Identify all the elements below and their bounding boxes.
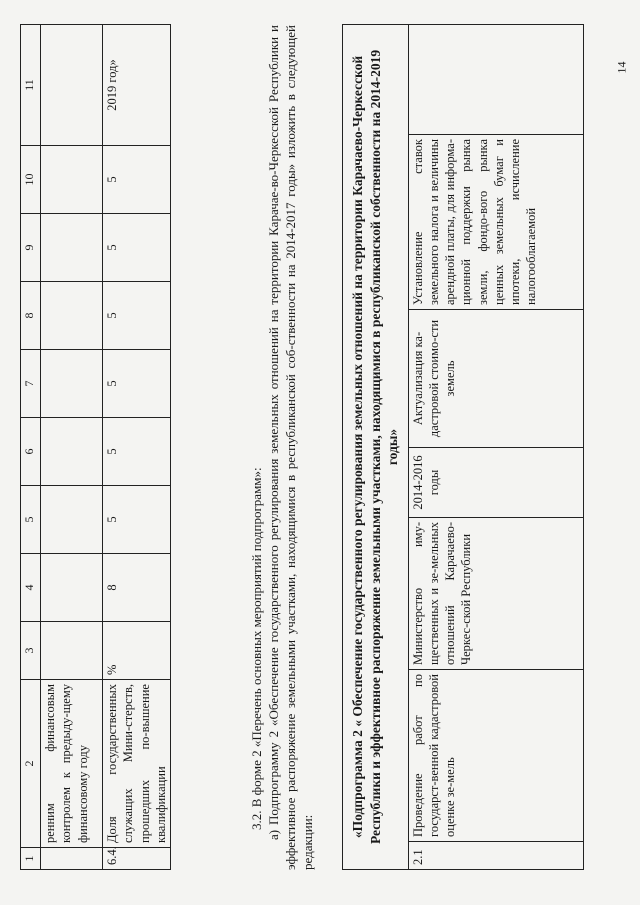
paragraph: а) Подпрограмму 2 «Обеспечение государственного регулирования земельных отношений на территории Карачае-во-Черкесской Республики и эффективное распоряжение земельными участками, находящимися в республиканской соб-ственности на 2014-2017 годы» изложить в следующей редакции: [266, 25, 316, 870]
paragraph: 3.2. В форме 2 «Перечень основных мероприятий подпрограмм»: [249, 467, 264, 830]
header-cell: 2 [21, 680, 41, 848]
result-cell: Актуализация ка-дастровой стоимо-сти земель [408, 310, 583, 448]
value-cell: 8 [103, 554, 171, 622]
value-cell: 5 [103, 146, 171, 214]
note-cell: Установление ставок земельного налога и величины арендной платы, для информа-ционной поддержки рынка земли, фондо-вого рынка ценных земельных бумаг и ипотеки, исчисление налогооблагаемой [408, 135, 583, 310]
header-cell: 6 [21, 418, 41, 486]
header-cell: 11 [21, 25, 41, 146]
header-cell: 5 [21, 486, 41, 554]
continuation-text: ренним финансовым контролем к предыду-щему финансовому году [41, 680, 103, 848]
value-cell: 5 [103, 486, 171, 554]
table-row [103, 25, 171, 870]
header-cell: 4 [21, 554, 41, 622]
page-number: 14 [614, 61, 629, 74]
activity-cell: Проведение работ по государст-венной кадастровой оценке зе-мель [408, 670, 583, 842]
header-cell: 3 [21, 622, 41, 680]
value-cell: 5 [103, 282, 171, 350]
table-header-row [21, 25, 41, 870]
unit-cell: % [103, 622, 171, 680]
subprogram-table [342, 24, 584, 870]
subprogram-title-row [343, 24, 409, 869]
value-cell: 5 [103, 350, 171, 418]
amendment-text [248, 25, 317, 870]
row-number: 6.4. [103, 848, 171, 870]
header-cell: 7 [21, 350, 41, 418]
value-cell: 2019 год» [103, 25, 171, 146]
executor-cell: Министерство иму-щественных и зе-мельных отношений Карачаево-Черкес-ской Республики [408, 518, 583, 670]
rotated-page-content [20, 25, 620, 870]
header-cell: 1 [21, 848, 41, 870]
header-cell: 9 [21, 214, 41, 282]
table-row [408, 24, 583, 869]
indicator-name: Доля государственных служащих Мини-стерств, прошедших по-вышение квалификации [103, 680, 171, 848]
period-cell: 2014-2016 годы [408, 448, 583, 518]
value-cell: 5 [103, 418, 171, 486]
indicators-table [20, 24, 171, 870]
table-row [41, 25, 103, 870]
header-cell: 10 [21, 146, 41, 214]
value-cell: 5 [103, 214, 171, 282]
subprogram-title: «Подпрограмма 2 « Обеспечение государственного регулирования земельных отношений на территории Карачаево-Черкесской Республики и эффективное распоряжение земельными участками, находящимися в республиканской собственности на 2014-2019 годы» [343, 24, 409, 869]
row-number: 2.1 [408, 842, 583, 870]
header-cell: 8 [21, 282, 41, 350]
